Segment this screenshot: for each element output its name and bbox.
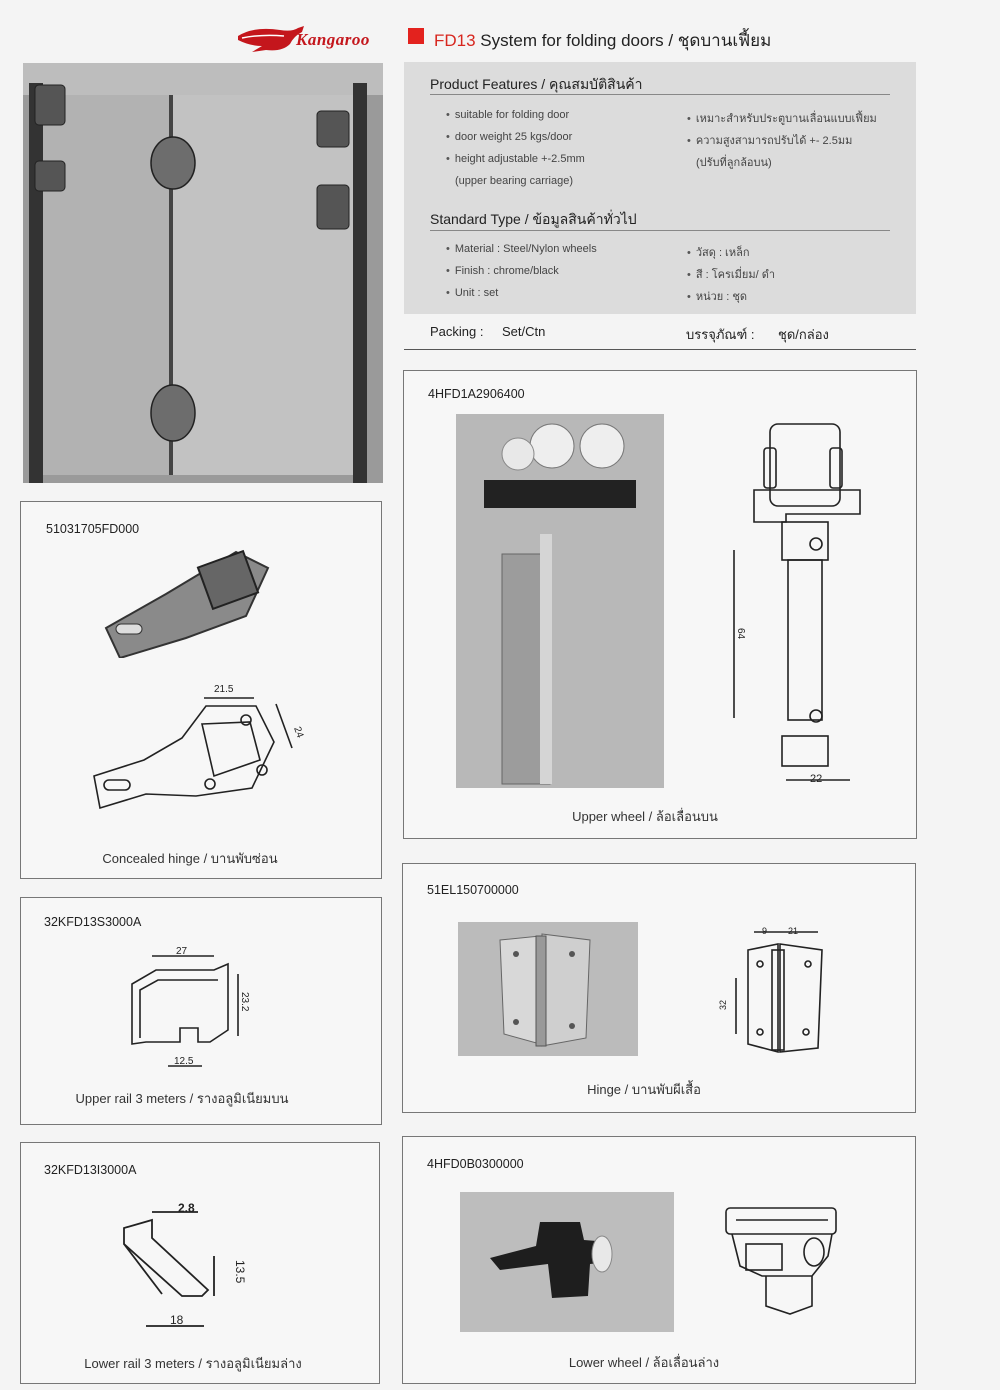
dimension-label: 64 bbox=[735, 628, 746, 640]
feature-item-th: • เหมาะสำหรับประตูบานเลื่อนแบบเฟี้ยม bbox=[687, 109, 877, 127]
dimension-label: 32 bbox=[718, 999, 728, 1010]
page-title bbox=[434, 27, 771, 54]
upper-wheel-drawing bbox=[720, 418, 870, 795]
standard-item: • Unit : set bbox=[446, 287, 498, 299]
dimension-label: 27 bbox=[176, 946, 188, 957]
dimension-label: 21 bbox=[788, 926, 799, 936]
brand-name: Kangaroo bbox=[296, 30, 370, 49]
product-code: 4HFD1A2906400 bbox=[428, 387, 525, 401]
product-caption: Upper rail 3 meters / รางอลูมิเนียมบน bbox=[75, 1091, 289, 1106]
packing-divider bbox=[404, 349, 916, 350]
dimension-label: 22 bbox=[810, 773, 823, 785]
feature-item: • suitable for folding door bbox=[446, 109, 569, 121]
dimension-label: 12.5 bbox=[174, 1056, 194, 1067]
folding-door-photo bbox=[23, 63, 383, 483]
lower-wheel-photo bbox=[460, 1192, 674, 1332]
feature-note-th: (ปรับที่ลูกล้อบน) bbox=[696, 157, 772, 169]
dimension-label: 21.5 bbox=[214, 684, 234, 695]
lower-rail-drawing bbox=[112, 1198, 272, 1343]
concealed-hinge-image bbox=[96, 538, 296, 663]
dimension-label: 23.2 bbox=[239, 992, 250, 1012]
packing-value: Set/Ctn bbox=[502, 324, 546, 339]
product-code: 51EL150700000 bbox=[427, 883, 519, 897]
dimension-label: 9 bbox=[762, 926, 768, 936]
standard-item: • Finish : chrome/black bbox=[446, 265, 559, 277]
standard-item-th: • วัสดุ : เหล็ก bbox=[687, 243, 749, 261]
product-caption: Concealed hinge / บานพับซ่อน bbox=[102, 851, 278, 866]
product-code: 32KFD13S3000A bbox=[44, 915, 142, 929]
packing-label: Packing : bbox=[430, 324, 484, 339]
feature-item-th: • ความสูงสามารถปรับได้ +- 2.5มม bbox=[687, 131, 852, 149]
dimension-label: 2.8 bbox=[178, 1201, 195, 1215]
upper-rail-drawing bbox=[118, 944, 268, 1079]
hinge-photo bbox=[458, 922, 638, 1056]
product-caption: Upper wheel / ล้อเลื่อนบน bbox=[572, 809, 718, 824]
product-code: 4HFD0B0300000 bbox=[427, 1157, 524, 1171]
concealed-hinge-drawing bbox=[86, 676, 316, 831]
features-title: Product Features / คุณสมบัติสินค้า bbox=[430, 76, 643, 92]
standard-title: Standard Type / ข้อมูลสินค้าทั่วไป bbox=[430, 211, 637, 227]
series-title: System for folding doors / ชุดบานเฟี้ยม bbox=[475, 31, 772, 50]
upper-wheel-photo bbox=[456, 414, 664, 788]
dimension-label: 18 bbox=[170, 1313, 184, 1327]
hinge-drawing bbox=[718, 920, 838, 1065]
product-code: 51031705FD000 bbox=[46, 522, 140, 536]
dimension-label: 24 bbox=[291, 725, 306, 740]
feature-item: • height adjustable +-2.5mm bbox=[446, 153, 585, 165]
standard-item-th: • สี : โครเมี่ยม/ ดำ bbox=[687, 265, 775, 283]
standard-divider bbox=[430, 230, 890, 231]
standard-item: • Material : Steel/Nylon wheels bbox=[446, 243, 597, 255]
feature-note: (upper bearing carriage) bbox=[455, 175, 574, 187]
product-caption: Lower wheel / ล้อเลื่อนล่าง bbox=[568, 1355, 720, 1370]
lower-wheel-drawing bbox=[716, 1196, 846, 1331]
packing-value-th: ชุด/กล่อง bbox=[778, 327, 829, 342]
dimension-label: 13.5 bbox=[233, 1260, 247, 1284]
product-code: 32KFD13I3000A bbox=[44, 1163, 137, 1177]
packing-label-th: บรรจุภัณฑ์ : bbox=[686, 327, 755, 342]
standard-item-th: • หน่วย : ชุด bbox=[687, 287, 747, 305]
features-divider bbox=[430, 94, 890, 95]
feature-item: • door weight 25 kgs/door bbox=[446, 131, 572, 143]
product-caption: Lower rail 3 meters / รางอลูมิเนียมล่าง bbox=[84, 1356, 302, 1371]
product-caption: Hinge / บานพับผีเสื้อ bbox=[587, 1082, 701, 1097]
series-code: FD13 bbox=[434, 31, 476, 50]
title-marker bbox=[408, 28, 424, 44]
